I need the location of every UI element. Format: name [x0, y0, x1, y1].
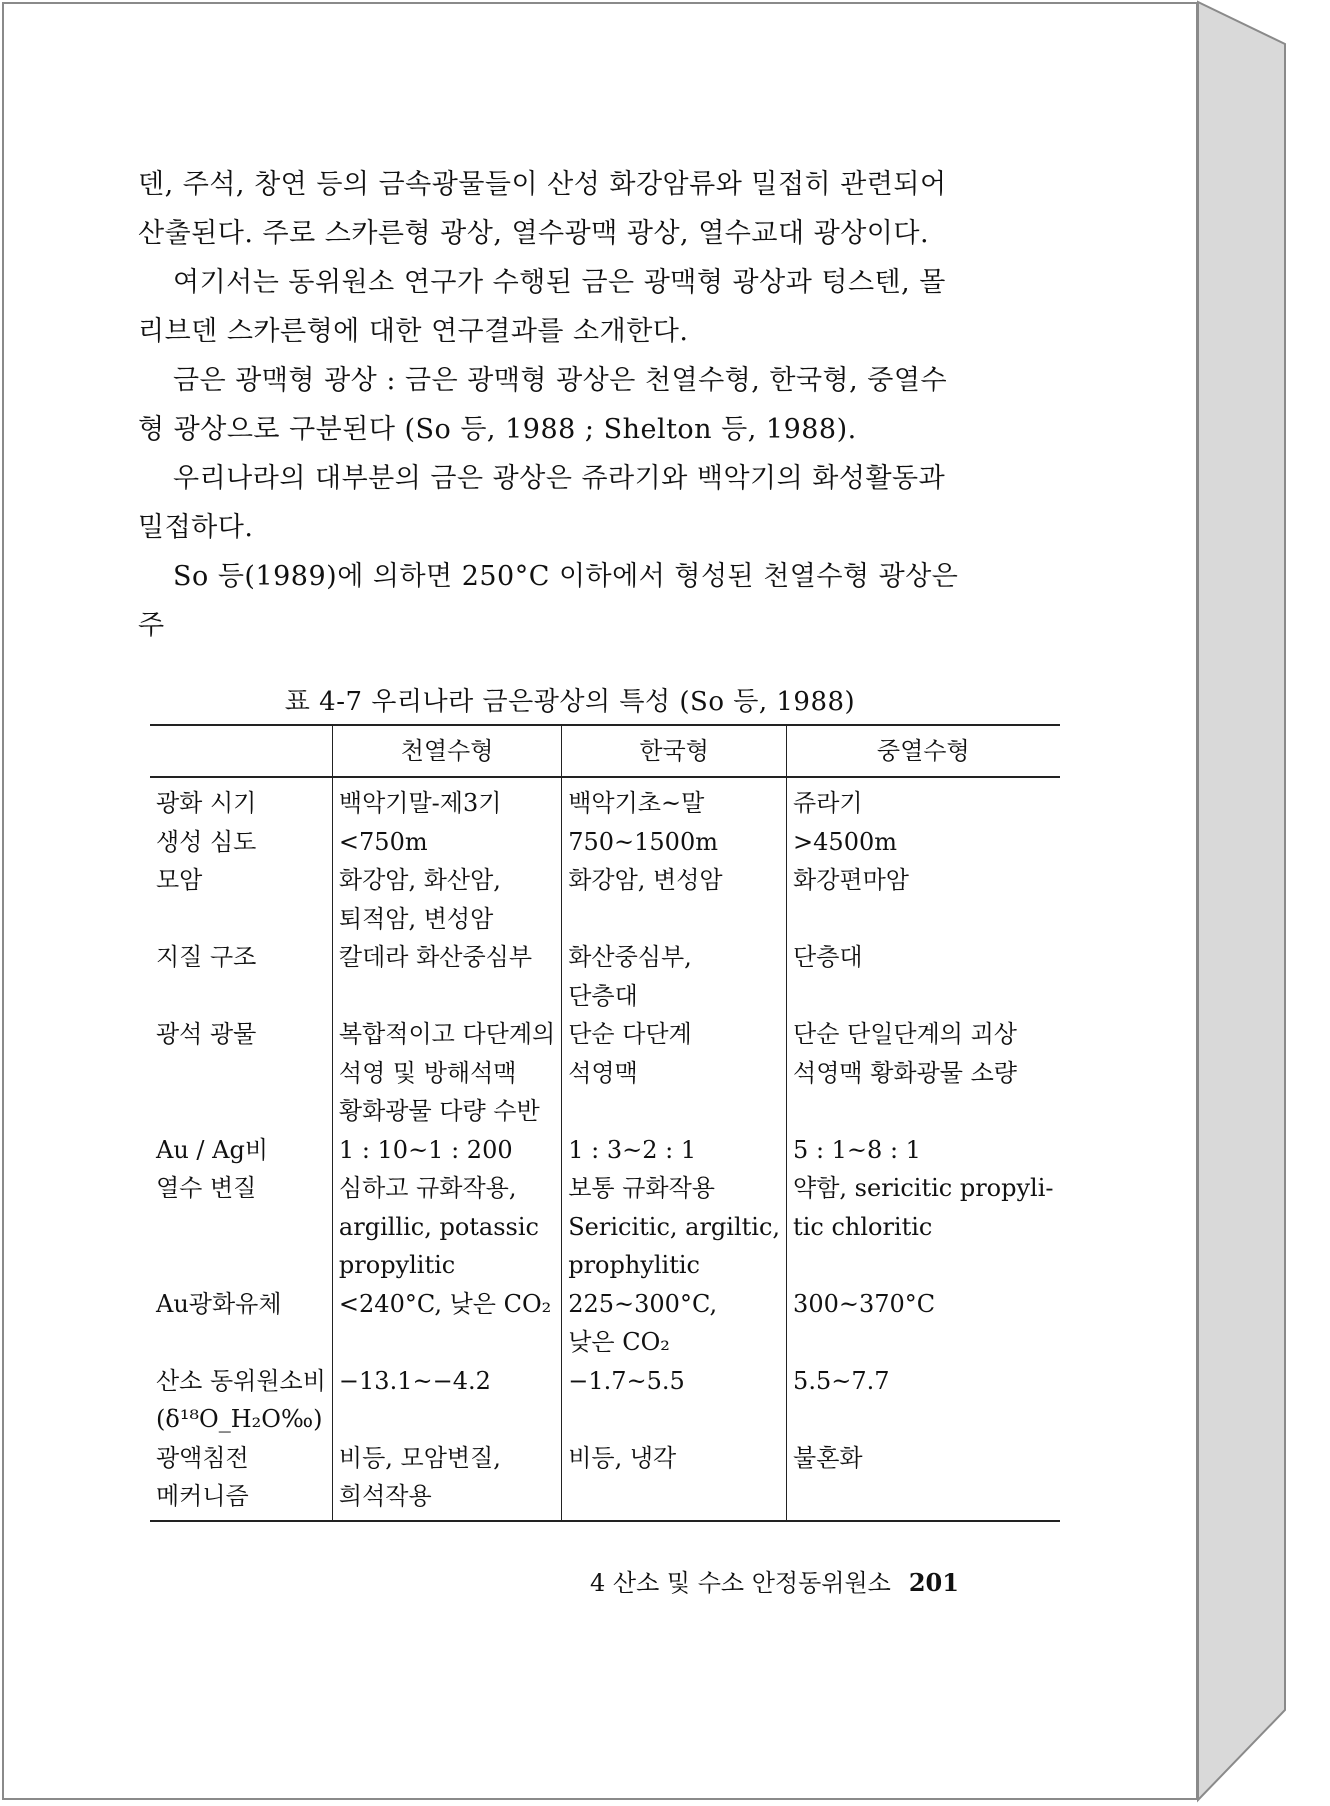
- cell-text: >4500m: [793, 827, 897, 856]
- cell-text: prophylitic: [568, 1251, 700, 1279]
- table-cell: [787, 1362, 1060, 1439]
- cell-text: 1 : 3~2 : 1: [568, 1135, 697, 1164]
- text-line: 리브덴 스카른형에 대한 연구결과를 소개한다.: [138, 316, 689, 347]
- cell-text: 백악기말-제3기: [338, 789, 502, 817]
- paragraph: [138, 454, 993, 552]
- cell-text: 백악기초~말: [568, 789, 705, 817]
- table-cell: [562, 777, 787, 823]
- cell-text: 쥬라기: [793, 789, 863, 817]
- row-label-cell: [150, 1131, 332, 1170]
- header-cell: 한국형: [562, 725, 787, 777]
- table-cell: [332, 1439, 561, 1521]
- table-row: [150, 1362, 1060, 1439]
- cell-text: 1 : 10~1 : 200: [338, 1135, 513, 1164]
- gold-silver-deposit-table: [150, 724, 1060, 1522]
- cell-text: 화강암, 화산암,: [338, 866, 501, 894]
- cell-text: 모암: [156, 866, 203, 894]
- paragraph: [138, 258, 993, 356]
- row-label-cell: [150, 1169, 332, 1285]
- table-cell: [562, 861, 787, 938]
- row-label-cell: [150, 938, 332, 1015]
- cell-text: 칼데라 화산중심부: [338, 943, 533, 971]
- cell-text: 화강암, 변성암: [568, 866, 723, 894]
- cell-text: 화강편마암: [793, 866, 909, 894]
- table-row: [150, 938, 1060, 1015]
- cell-text: 단순 단일단계의 괴상: [793, 1020, 1017, 1048]
- cell-text: argillic, potassic: [338, 1212, 539, 1241]
- cell-text: Au광화유체: [156, 1289, 282, 1318]
- cell-text: 희석작용: [338, 1482, 432, 1510]
- table-cell: [332, 1131, 561, 1170]
- table-row: [150, 1439, 1060, 1521]
- text-line: 산출된다. 주로 스카른형 광상, 열수광맥 광상, 열수교대 광상이다.: [138, 218, 930, 249]
- table-cell: [332, 1285, 561, 1362]
- cell-text: Au / Ag비: [156, 1135, 269, 1164]
- table-cell: [787, 1285, 1060, 1362]
- paragraph: [138, 160, 993, 258]
- cell-text: 석영 및 방해석맥: [338, 1058, 517, 1087]
- table-cell: [562, 1285, 787, 1362]
- table-cell: [332, 938, 561, 1015]
- row-label-cell: [150, 1285, 332, 1362]
- table-cell: [332, 823, 561, 862]
- table-cell: [562, 1169, 787, 1285]
- cell-text: −13.1~−4.2: [338, 1366, 491, 1395]
- body-text: [138, 160, 993, 650]
- text-line: 금은 광맥형 광상 : 금은 광맥형 광상은 천열수형, 한국형, 중열수: [173, 365, 948, 396]
- table-row: [150, 861, 1060, 938]
- row-label-cell: [150, 1015, 332, 1131]
- table-cell: [787, 861, 1060, 938]
- cell-text: 낮은 CO₂: [568, 1328, 670, 1356]
- cell-text: 화산중심부,: [568, 943, 692, 971]
- header-cell: [150, 725, 332, 777]
- text-line: 밀접하다.: [138, 512, 254, 543]
- cell-text: 복합적이고 다단계의: [338, 1020, 556, 1048]
- page-number: 201: [908, 1568, 959, 1597]
- table-cell: [332, 1362, 561, 1439]
- cell-text: 광액침전: [156, 1443, 249, 1472]
- text-line: 여기서는 동위원소 연구가 수행된 금은 광맥형 광상과 텅스텐, 몰: [173, 267, 946, 298]
- table-cell: [562, 823, 787, 862]
- table-header-row: [150, 725, 1060, 777]
- row-label-cell: [150, 777, 332, 823]
- cell-text: (δ¹⁸O_H₂O‰): [156, 1405, 323, 1433]
- table-cell: [787, 1131, 1060, 1170]
- cell-text: 5 : 1~8 : 1: [793, 1135, 921, 1164]
- table-cell: [562, 938, 787, 1015]
- cell-text: 약함, sericitic propyli-: [793, 1174, 1054, 1202]
- paragraph: [138, 552, 993, 650]
- table-cell: [787, 777, 1060, 823]
- table-cell: [332, 777, 561, 823]
- cell-text: 단순 다단계: [568, 1020, 692, 1048]
- cell-text: 지질 구조: [156, 943, 257, 971]
- cell-text: 생성 심도: [156, 827, 257, 856]
- table-cell: [332, 861, 561, 938]
- cell-text: 심하고 규화작용,: [338, 1174, 517, 1202]
- row-label-cell: [150, 861, 332, 938]
- text-line: 우리나라의 대부분의 금은 광상은 쥬라기와 백악기의 화성활동과: [173, 463, 946, 494]
- paragraph: [138, 356, 993, 454]
- cell-text: tic chloritic: [793, 1212, 933, 1241]
- table-cell: [787, 938, 1060, 1015]
- text-line: So 등(1989)에 의하면 250°C 이하에서 형성된 천열수형 광상은 주: [138, 561, 959, 641]
- table-cell: [787, 1015, 1060, 1131]
- page-footer: [590, 1563, 990, 1598]
- cell-text: 광석 광물: [156, 1020, 257, 1048]
- cell-text: −1.7~5.5: [568, 1366, 685, 1395]
- cell-text: 황화광물 다량 수반: [338, 1097, 540, 1125]
- cell-text: 단층대: [793, 943, 863, 971]
- table-title: 표 4-7 우리나라 금은광상의 특성 (So 등, 1988): [284, 687, 856, 717]
- chapter-title: 4 산소 및 수소 안정동위원소: [590, 1569, 891, 1597]
- cell-text: <750m: [338, 827, 428, 856]
- table-cell: [562, 1015, 787, 1131]
- header-cell: 천열수형: [332, 725, 561, 777]
- table-cell: [332, 1015, 561, 1131]
- cell-text: <240°C, 낮은 CO₂: [338, 1289, 552, 1318]
- cell-text: 메커니즘: [156, 1482, 249, 1510]
- table-cell: [787, 1439, 1060, 1521]
- table-cell: [562, 1362, 787, 1439]
- cell-text: 비등, 모암변질,: [338, 1443, 501, 1472]
- cell-text: 산소 동위원소비: [156, 1366, 326, 1395]
- cell-text: 열수 변질: [156, 1174, 257, 1202]
- cell-text: 단층대: [568, 981, 638, 1010]
- table-row: [150, 777, 1060, 823]
- cell-text: 225~300°C,: [568, 1289, 718, 1318]
- table-row: [150, 823, 1060, 862]
- cell-text: 광화 시기: [156, 789, 257, 817]
- cell-text: Sericitic, argiltic,: [568, 1212, 781, 1241]
- row-label-cell: [150, 823, 332, 862]
- table-cell: [332, 1169, 561, 1285]
- table-cell: [787, 823, 1060, 862]
- cell-text: 퇴적암, 변성암: [338, 904, 494, 933]
- cell-text: 5.5~7.7: [793, 1366, 890, 1395]
- table-cell: [562, 1131, 787, 1170]
- table-cell: [787, 1169, 1060, 1285]
- table-row: [150, 1169, 1060, 1285]
- cell-text: 석영맥 황화광물 소량: [793, 1058, 1017, 1087]
- header-cell: 중열수형: [787, 725, 1060, 777]
- row-label-cell: [150, 1439, 332, 1521]
- cell-text: propylitic: [338, 1251, 456, 1279]
- text-line: 형 광상으로 구분된다 (So 등, 1988 ; Shelton 등, 1988).: [138, 414, 857, 445]
- cell-text: 비등, 냉각: [568, 1443, 677, 1472]
- table-row: [150, 1015, 1060, 1131]
- cell-text: 석영맥: [568, 1058, 638, 1087]
- cell-text: 750~1500m: [568, 827, 718, 856]
- table-cell: [562, 1439, 787, 1521]
- cell-text: 보통 규화작용: [568, 1174, 715, 1202]
- cell-text: 불혼화: [793, 1443, 863, 1472]
- row-label-cell: [150, 1362, 332, 1439]
- cell-text: 300~370°C: [793, 1289, 936, 1318]
- text-line: 덴, 주석, 창연 등의 금속광물들이 산성 화강암류와 밀접히 관련되어: [138, 169, 947, 200]
- table-row: [150, 1131, 1060, 1170]
- table-row: [150, 1285, 1060, 1362]
